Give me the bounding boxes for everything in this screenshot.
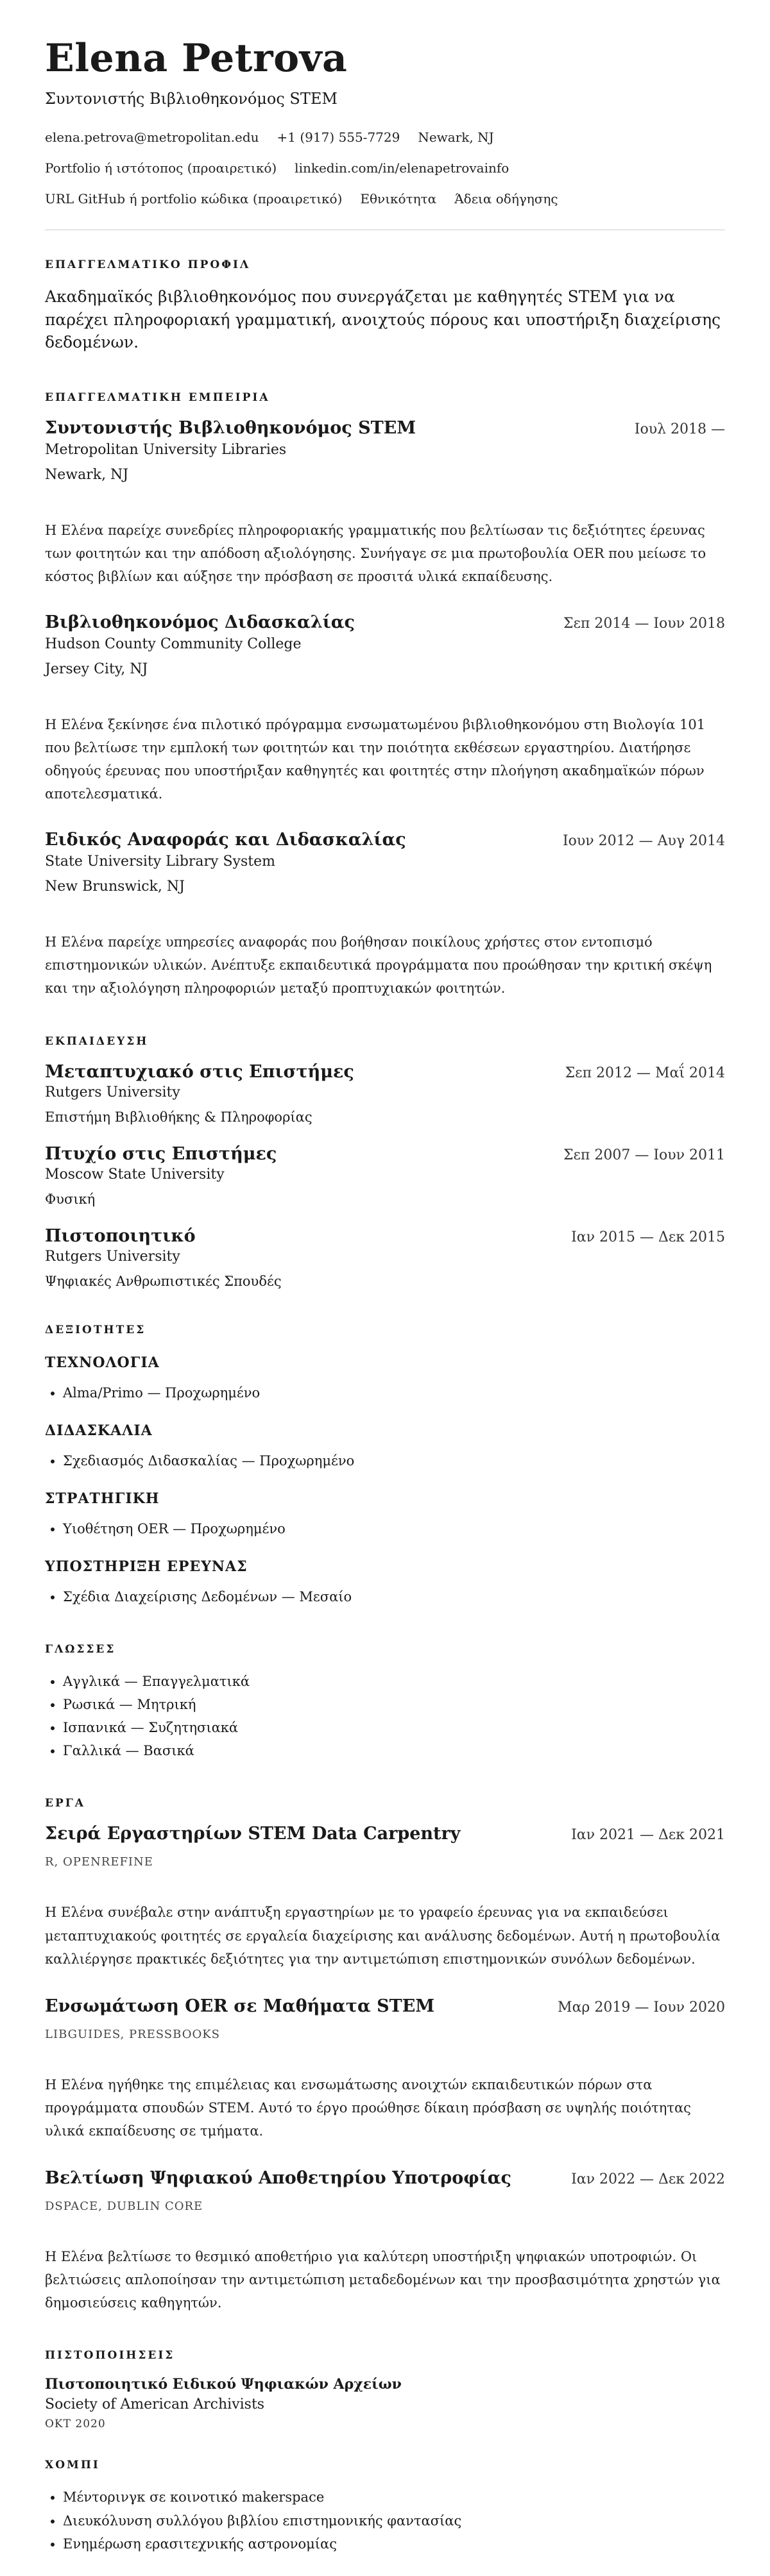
education-heading: ΕΚΠΑΙΔΕΥΣΗ: [45, 1034, 149, 1048]
job-location: Jersey City, NJ: [45, 661, 148, 677]
project-dates: Ιαν 2022 — Δεκ 2022: [571, 2171, 725, 2188]
skill-list: [45, 1449, 725, 1472]
project-tags: R, OPENREFINE: [45, 1855, 153, 1869]
hobby-item: • Ενημέρωση ερασιτεχνικής αστρονομίας: [63, 2532, 725, 2555]
skill-list: [45, 1517, 725, 1540]
language-item: • Ισπανικά — Συζητησιακά: [63, 1716, 725, 1739]
degree-title: Μεταπτυχιακό στις Επιστήμες: [45, 1061, 354, 1082]
project-tags: LIBGUIDES, PRESSBOOKS: [45, 2027, 220, 2041]
certification-title: Πιστοποιητικό Ειδικού Ψηφιακών Αρχείων: [45, 2376, 402, 2393]
education-entry: [45, 1226, 725, 1289]
project-tags: DSPACE, DUBLIN CORE: [45, 2200, 203, 2214]
skill-category: ΔΙΔΑΣΚΑΛΙΑ: [45, 1422, 153, 1439]
job-location: New Brunswick, NJ: [45, 879, 185, 895]
degree-title: Πτυχίο στις Επιστήμες: [45, 1143, 277, 1164]
language-list: [45, 1670, 725, 1762]
job-title: Συντονιστής Βιβλιοθηκονόμος STEM: [45, 417, 416, 438]
study-field: Ψηφιακές Ανθρωπιστικές Σπουδές: [45, 1273, 282, 1289]
candidate-title: Συντονιστής Βιβλιοθηκονόμος STEM: [45, 90, 338, 108]
job-org: Metropolitan University Libraries: [45, 441, 287, 458]
degree-dates: Ιαν 2015 — Δεκ 2015: [571, 1229, 725, 1245]
job-description: Η Ελένα ξεκίνησε ένα πιλοτικό πρόγραμμα ενσωματωμένου βιβλιοθηκονόμου στη Βιολογία 101 που βελτίωσε την εμπλοκή των φοιτητών και την ποιότητα εκθέσεων εργαστηρίου. Διατήρησε οδηγούς έρευνας που υποστήριξαν καθηγητές και φοιτητές στην πλοήγηση ακαδημαϊκών πόρων αποτελεσματικά.: [45, 716, 706, 802]
skill-item: • Σχέδια Διαχείρισης Δεδομένων — Μεσαίο: [63, 1585, 725, 1608]
skill-item: • Σχεδιασμός Διδασκαλίας — Προχωρημένο: [63, 1449, 725, 1472]
degree-dates: Σεπ 2012 — Μαΐ 2014: [565, 1065, 725, 1081]
skill-category: ΥΠΟΣΤΗΡΙΞΗ ΕΡΕΥΝΑΣ: [45, 1558, 248, 1575]
job-org: Hudson County Community College: [45, 636, 302, 652]
profile-heading: ΕΠΑΓΓΕΛΜΑΤΙΚΟ ΠΡΟΦΙΛ: [45, 258, 251, 271]
job-entry: [45, 830, 725, 1000]
certification-date: ΟΚΤ 2020: [45, 2418, 106, 2431]
job-description: Η Ελένα παρείχε υπηρεσίες αναφοράς που βοήθησαν ποικίλους χρήστες στον εντοπισμό επιστημονικών υλικών. Ανέπτυξε εκπαιδευτικά προγράμματα που προώθησαν την κριτική σκέψη και την αξιολόγηση πληροφοριών μεταξύ προπτυχιακών φοιτητών.: [45, 934, 712, 997]
job-dates: Ιουλ 2018 —: [634, 421, 725, 437]
contact-row-2: [45, 160, 725, 176]
skill-category: ΣΤΡΑΤΗΓΙΚΗ: [45, 1490, 160, 1507]
language-item: • Γαλλικά — Βασικά: [63, 1739, 725, 1762]
skill-category: ΤΕΧΝΟΛΟΓΙΑ: [45, 1354, 160, 1371]
skill-item: • Alma/Primo — Προχωρημένο: [63, 1381, 725, 1404]
contact-row-3: [45, 191, 725, 206]
job-dates: Σεπ 2014 — Ιουν 2018: [563, 615, 725, 632]
project-description: Η Ελένα ηγήθηκε της επιμέλειας και ενσωμάτωσης ανοιχτών εκπαιδευτικών πόρων στα προγράμματα σπουδών STEM. Αυτό το έργο προώθησε δίκαιη πρόσβαση σε υψηλής ποιότητας υλικά εκπαίδευσης σε τμήματα.: [45, 2076, 691, 2139]
project-description: Η Ελένα συνέβαλε στην ανάπτυξη εργαστηρίων με το γραφείο έρευνας για να εκπαιδεύσει μεταπτυχιακούς φοιτητές σε εργαλεία διαχείρισης και ανάλυσης δεδομένων. Αυτή η πρωτοβουλία καλλιέργησε πρακτικές δεξιότητες για την αντιμετώπιση επιστημονικών συνόλων δεδομένων.: [45, 1905, 721, 1967]
contact-row-1: [45, 130, 725, 145]
project-description: Η Ελένα βελτίωσε το θεσμικό αποθετήριο για καλύτερη υποστήριξη ψηφιακών υποτροφιών. Οι βελτιώσεις απλοποίησαν την αντιμετώπιση μεταδεδομένων και την προσβασιμότητα χρηστών για δημοσιεύσεις καθηγητών.: [45, 2249, 721, 2311]
linkedin-link[interactable]: linkedin.com/in/elenapetrovainfo: [295, 160, 509, 176]
degree-dates: Σεπ 2007 — Ιουν 2011: [563, 1147, 725, 1163]
languages-heading: ΓΛΩΣΣΕΣ: [45, 1643, 116, 1656]
hobby-item: • Διευκόλυνση συλλόγου βιβλίου επιστημονικής φαντασίας: [63, 2509, 725, 2532]
candidate-name: Elena Petrova: [45, 36, 348, 81]
school-name: Moscow State University: [45, 1166, 225, 1183]
job-entry: [45, 418, 725, 588]
project-title: Σειρά Εργαστηρίων STEM Data Carpentry: [45, 1824, 461, 1844]
certification-org: Society of American Archivists: [45, 2396, 265, 2413]
portfolio-link[interactable]: Portfolio ή ιστότοπος (προαιρετικό): [45, 160, 277, 176]
skills-heading: ΔΕΞΙΟΤΗΤΕΣ: [45, 1323, 146, 1336]
job-org: State University Library System: [45, 854, 275, 870]
study-field: Επιστήμη Βιβλιοθήκης & Πληροφορίας: [45, 1109, 312, 1125]
skill-item: • Υιοθέτηση OER — Προχωρημένο: [63, 1517, 725, 1540]
projects-heading: ΕΡΓΑ: [45, 1797, 85, 1810]
email-link[interactable]: elena.petrova@metropolitan.edu: [45, 130, 259, 145]
project-dates: Μαρ 2019 — Ιουν 2020: [558, 1999, 725, 2016]
project-entry: [45, 1996, 725, 2142]
skill-list: [45, 1381, 725, 1404]
license-text: Άδεια οδήγησης: [454, 191, 558, 206]
hobby-item: • Μέντορινγκ σε κοινοτικό makerspace: [63, 2486, 725, 2509]
language-item: • Ρωσικά — Μητρική: [63, 1693, 725, 1716]
education-entry: [45, 1062, 725, 1125]
job-dates: Ιουν 2012 — Αυγ 2014: [562, 833, 725, 850]
experience-heading: ΕΠΑΓΓΕΛΜΑΤΙΚΗ ΕΜΠΕΙΡΙΑ: [45, 391, 270, 404]
project-title: Βελτίωση Ψηφιακού Αποθετηρίου Υποτροφίας: [45, 2168, 511, 2189]
study-field: Φυσική: [45, 1191, 96, 1207]
language-item: • Αγγλικά — Επαγγελματικά: [63, 1670, 725, 1693]
phone-text[interactable]: +1 (917) 555-7729: [277, 130, 400, 145]
project-title: Ενσωμάτωση OER σε Μαθήματα STEM: [45, 1996, 435, 2016]
education-entry: [45, 1144, 725, 1207]
job-description: Η Ελένα παρείχε συνεδρίες πληροφοριακής γραμματικής που βελτίωσαν τις δεξιότητες έρευνας των φοιτητών και την απόδοση αξιολόγησης. Συνήγαγε σε μια πρωτοβουλία OER που μείωσε το κόστος βιβλίων και αύξησε την πρόσβαση σε προσιτά υλικά εκπαίδευσης.: [45, 522, 706, 584]
hobby-list: [45, 2486, 725, 2555]
job-title: Ειδικός Αναφοράς και Διδασκαλίας: [45, 830, 406, 850]
profile-summary: Ακαδημαϊκός βιβλιοθηκονόμος που συνεργάζεται με καθηγητές STEM για να παρέχει πληροφοριακή γραμματική, ανοιχτούς πόρους και υποστήριξη διαχείρισης δεδομένων.: [45, 287, 721, 351]
skill-list: [45, 1585, 725, 1608]
job-location: Newark, NJ: [45, 466, 129, 483]
location-text: Newark, NJ: [418, 130, 494, 145]
project-dates: Ιαν 2021 — Δεκ 2021: [571, 1827, 725, 1844]
school-name: Rutgers University: [45, 1248, 180, 1265]
nationality-text: Εθνικότητα: [360, 191, 437, 206]
github-link[interactable]: URL GitHub ή portfolio κώδικα (προαιρετικό): [45, 191, 343, 206]
school-name: Rutgers University: [45, 1084, 180, 1100]
certifications-heading: ΠΙΣΤΟΠΟΙΗΣΕΙΣ: [45, 2349, 175, 2362]
degree-title: Πιστοποιητικό: [45, 1225, 196, 1246]
hobbies-heading: ΧΟΜΠΙ: [45, 2459, 100, 2472]
project-entry: [45, 1824, 725, 1970]
job-entry: [45, 612, 725, 805]
project-entry: [45, 2168, 725, 2314]
job-title: Βιβλιοθηκονόμος Διδασκαλίας: [45, 612, 355, 632]
